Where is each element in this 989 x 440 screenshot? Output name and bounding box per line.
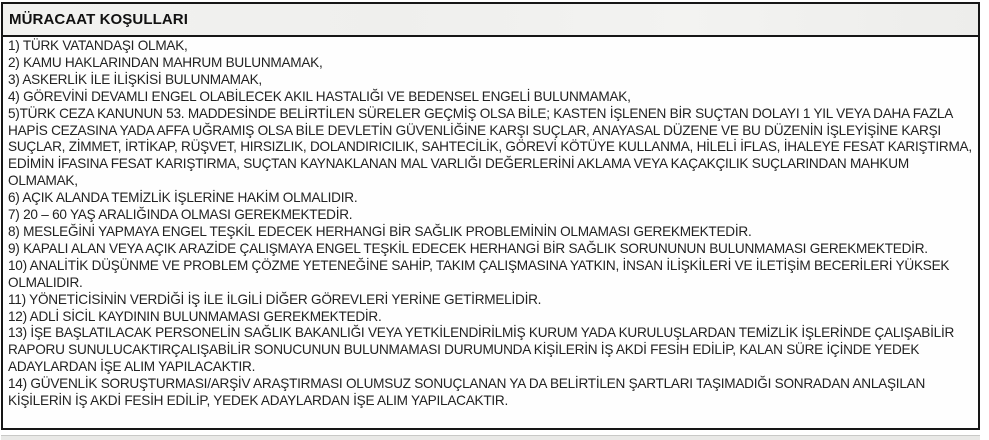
condition-item-12: 12) ADLİ SİCİL KAYDININ BULUNMAMASI GEREKMEKTEDİR. bbox=[8, 308, 382, 324]
condition-item-13: 13) İŞE BAŞLATILACAK PERSONELİN SAĞLIK BAKANLIĞI VEYA YETKİLENDİRİLMİŞ KURUM YADA KURULUŞLARDAN TEMİZLİK İŞLERİNDE ÇALIŞABİLİR RAPORU SUNULUCAKTIRÇALIŞABİLİR SONUCUNUN BULUNMAMASI DURUMUNDA KİŞİLERİN İŞ AKDİ FESİH EDİLİP, KALAN SÜRE İÇİNDE YEDEK ADAYLARDAN İŞE ALIM YAPILACAKTIR. bbox=[8, 325, 955, 375]
condition-item-9: 9) KAPALI ALAN VEYA AÇIK ARAZİDE ÇALIŞMAYA ENGEL TEŞKİL EDECEK HERHANGİ BİR SAĞLIK SORUNUNUN BULUNMAMASI GEREKMEKTEDİR. bbox=[8, 240, 928, 256]
condition-item-5: 5)TÜRK CEZA KANUNUN 53. MADDESİNDE BELİRTİLEN SÜRELER GEÇMİŞ OLSA BİLE; KASTEN İŞLENEN BİR SUÇTAN DOLAYI 1 YIL VEYA DAHA FAZLA HAPİS CEZASINA YADA AFFA UĞRAMIŞ OLSA BİLE DEVLETİN GÜVENLİĞİNE KARŞI SUÇLAR, ANAYASAL DÜZENE VE BU DÜZENİN İŞLEYİŞİNE KARŞI SUÇLAR, ZİMMET, İRTİKAP, RÜŞVET, HIRSIZLIK, DOLANDIRICILIK, SAHTECİLİK, GÖREVİ KÖTÜYE KULLANMA, HİLELİ İFLAS, İHALEYE FESAT KARIŞTIRMA, EDİMİN İFASINA FESAT KARIŞTIRMA, SUÇTAN KAYNAKLANAN MAL VARLIĞI DEĞERLERİNİ AKLAMA VEYA KAÇAKÇILIK SUÇLARINDAN MAHKUM OLMAMAK, bbox=[8, 105, 972, 189]
condition-item-2: 2) KAMU HAKLARINDAN MAHRUM BULUNMAMAK, bbox=[8, 54, 323, 70]
condition-item-6: 6) AÇIK ALANDA TEMİZLİK İŞLERİNE HAKİM OLMALIDIR. bbox=[8, 190, 358, 206]
table-body-cell bbox=[3, 37, 978, 410]
condition-item-3: 3) ASKERLİK İLE İLİŞKİSİ BULUNMAMAK, bbox=[8, 71, 262, 87]
condition-item-7: 7) 20 – 60 YAŞ ARALIĞINDA OLMASI GEREKMEKTEDİR. bbox=[8, 207, 353, 223]
application-conditions-table bbox=[1, 2, 980, 430]
condition-item-14: 14) GÜVENLİK SORUŞTURMASI/ARŞİV ARAŞTIRMASI OLUMSUZ SONUÇLANAN YA DA BELİRTİLEN ŞARTLARI TAŞIMADIĞI SONRADAN ANLAŞILAN KİŞİLERİN İŞ AKDİ FESİH EDİLİP, YEDEK ADAYLARDAN İŞE ALIM YAPILACAKTIR. bbox=[8, 376, 926, 409]
condition-item-11: 11) YÖNETİCİSİNİN VERDİĞİ İŞ İLE İLGİLİ DİĞER GÖREVLERİ YERİNE GETİRMELİDİR. bbox=[8, 291, 542, 307]
next-table-row-edge bbox=[1, 435, 980, 440]
section-title: MÜRACAAT KOŞULLARI bbox=[9, 11, 189, 28]
condition-item-1: 1) TÜRK VATANDAŞI OLMAK, bbox=[8, 38, 188, 53]
condition-item-4: 4) GÖREVİNİ DEVAMLI ENGEL OLABİLECEK AKIL HASTALIĞI VE BEDENSEL ENGELİ BULUNMAMAK, bbox=[8, 88, 631, 104]
condition-item-8: 8) MESLEĞİNİ YAPMAYA ENGEL TEŞKİL EDECEK HERHANGİ BİR SAĞLIK PROBLEMİNİN OLMAMASI GEREKMEKTEDİR. bbox=[8, 223, 752, 239]
condition-item-10: 10) ANALİTİK DÜŞÜNME VE PROBLEM ÇÖZME YETENEĞİNE SAHİP, TAKIM ÇALIŞMASINA YATKIN, İNSAN İLİŞKİLERİ VE İLETİŞİM BECERİLERİ YÜKSEK OLMALIDIR. bbox=[8, 257, 950, 290]
table-header-row bbox=[3, 4, 978, 37]
